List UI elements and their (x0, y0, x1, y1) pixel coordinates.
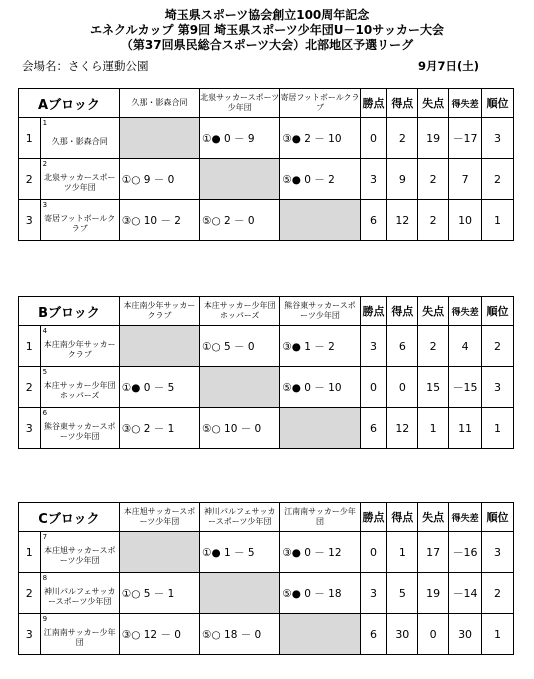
self-match-cell (119, 118, 199, 159)
row-number: 2 (19, 159, 41, 200)
wins-value: 0 (360, 532, 387, 573)
row-number: 2 (19, 367, 41, 408)
row-number: 1 (19, 532, 41, 573)
match-result: ①● 0 － 5 (119, 367, 199, 408)
team-cell (40, 408, 119, 449)
team-row (19, 408, 514, 449)
opponent-team-header: 江南南サッカー少年団 (280, 503, 360, 532)
wins-value: 6 (360, 408, 387, 449)
team-name: 本庄南少年サッカークラブ (43, 340, 116, 359)
lost-value: 2 (418, 159, 449, 200)
venue-label: 会場名：さくら運動公園 (22, 59, 149, 73)
self-match-cell (119, 532, 199, 573)
points-value: 2 (387, 118, 418, 159)
team-index: 2 (42, 160, 48, 168)
points-value: 12 (387, 408, 418, 449)
team-cell (40, 532, 119, 573)
wins-header: 勝点 (360, 297, 387, 326)
block-name: Bブロック (19, 297, 120, 326)
team-cell (40, 367, 119, 408)
lost-value: 1 (418, 408, 449, 449)
team-row (19, 532, 514, 573)
rank-value: 2 (482, 326, 514, 367)
self-match-cell (200, 159, 280, 200)
match-result: ③● 1 － 2 (280, 326, 360, 367)
rank-value: 3 (482, 532, 514, 573)
tournament-title-line1: 埼玉県スポーツ協会創立100周年記念 (164, 8, 370, 22)
points-value: 30 (387, 614, 418, 655)
block-name: Aブロック (19, 89, 120, 118)
opponent-team-header: 本庄サッカー少年団ホッパーズ (200, 297, 280, 326)
diff-value: －16 (449, 532, 482, 573)
team-name: 江南南サッカー少年団 (43, 628, 116, 647)
lost-value: 17 (418, 532, 449, 573)
team-cell (40, 200, 119, 241)
team-index: 4 (42, 327, 48, 335)
rank-header: 順位 (482, 89, 514, 118)
match-result: ①○ 9 － 0 (119, 159, 199, 200)
opponent-team-header: 本庄旭サッカースポーツ少年団 (119, 503, 199, 532)
rank-value: 3 (482, 118, 514, 159)
team-index: 6 (42, 409, 48, 417)
opponent-team-header: 久那・影森合同 (119, 89, 199, 118)
match-result: ①● 0 － 9 (200, 118, 280, 159)
row-number: 1 (19, 326, 41, 367)
lost-value: 2 (418, 326, 449, 367)
team-cell (40, 326, 119, 367)
match-date: 9月7日(土) (418, 59, 480, 73)
team-name: 神川パルフェサッカースポーツ少年団 (44, 587, 116, 606)
team-name: 久那・影森合同 (51, 137, 108, 146)
team-index: 5 (42, 368, 48, 376)
wins-value: 0 (360, 118, 387, 159)
rank-value: 1 (482, 614, 514, 655)
team-row (19, 573, 514, 614)
self-match-cell (280, 408, 360, 449)
diff-value: 4 (449, 326, 482, 367)
row-number: 2 (19, 573, 41, 614)
self-match-cell (200, 367, 280, 408)
row-number: 3 (19, 408, 41, 449)
team-row (19, 326, 514, 367)
match-result: ⑤● 0 － 18 (280, 573, 360, 614)
diff-header: 得失差 (449, 297, 482, 326)
self-match-cell (119, 326, 199, 367)
opponent-team-header: 北泉サッカースポーツ少年団 (200, 89, 280, 118)
team-cell (40, 614, 119, 655)
rank-value: 2 (482, 573, 514, 614)
points-value: 6 (387, 326, 418, 367)
row-number: 3 (19, 200, 41, 241)
team-name: 寄居フットボールクラブ (44, 214, 116, 233)
lost-header: 失点 (418, 297, 449, 326)
rank-value: 3 (482, 367, 514, 408)
team-index: 9 (42, 615, 48, 623)
diff-header: 得失差 (449, 503, 482, 532)
match-result: ⑤○ 2 － 0 (200, 200, 280, 241)
diff-value: 11 (449, 408, 482, 449)
points-value: 0 (387, 367, 418, 408)
points-header: 得点 (387, 89, 418, 118)
lost-value: 19 (418, 573, 449, 614)
points-header: 得点 (387, 297, 418, 326)
team-row (19, 118, 514, 159)
block-table (18, 502, 514, 655)
wins-value: 6 (360, 614, 387, 655)
lost-value: 15 (418, 367, 449, 408)
opponent-team-header: 熊谷東サッカースポーツ少年団 (280, 297, 360, 326)
team-row (19, 159, 514, 200)
match-result: ⑤○ 18 － 0 (200, 614, 280, 655)
wins-header: 勝点 (360, 503, 387, 532)
team-index: 7 (42, 533, 48, 541)
diff-value: 7 (449, 159, 482, 200)
team-cell (40, 118, 119, 159)
team-row (19, 614, 514, 655)
team-row (19, 200, 514, 241)
team-index: 8 (42, 574, 48, 582)
block-name: Cブロック (19, 503, 120, 532)
points-header: 得点 (387, 503, 418, 532)
points-value: 5 (387, 573, 418, 614)
opponent-team-header: 本庄南少年サッカークラブ (119, 297, 199, 326)
match-result: ③● 2 － 10 (280, 118, 360, 159)
rank-header: 順位 (482, 503, 514, 532)
match-result: ③○ 10 － 2 (119, 200, 199, 241)
wins-value: 6 (360, 200, 387, 241)
team-name: 本庄旭サッカースポーツ少年団 (44, 546, 116, 565)
block-table (18, 88, 514, 241)
match-result: ①○ 5 － 0 (200, 326, 280, 367)
rank-value: 2 (482, 159, 514, 200)
team-cell (40, 573, 119, 614)
team-name: 本庄サッカー少年団ホッパーズ (43, 381, 116, 400)
row-number: 1 (19, 118, 41, 159)
team-name: 熊谷東サッカースポーツ少年団 (44, 422, 116, 441)
opponent-team-header: 寄居フットボールクラブ (280, 89, 360, 118)
diff-header: 得失差 (449, 89, 482, 118)
self-match-cell (200, 573, 280, 614)
match-result: ①○ 5 － 1 (119, 573, 199, 614)
points-value: 12 (387, 200, 418, 241)
team-row (19, 367, 514, 408)
match-result: ③○ 12 － 0 (119, 614, 199, 655)
diff-value: －14 (449, 573, 482, 614)
wins-value: 3 (360, 326, 387, 367)
diff-value: 10 (449, 200, 482, 241)
tournament-title-line3: （第37回県民総合スポーツ大会）北部地区予選リーグ (120, 38, 414, 52)
points-value: 1 (387, 532, 418, 573)
match-result: ③○ 2 － 1 (119, 408, 199, 449)
lost-value: 0 (418, 614, 449, 655)
match-result: ⑤● 0 － 2 (280, 159, 360, 200)
self-match-cell (280, 200, 360, 241)
team-cell (40, 159, 119, 200)
diff-value: －17 (449, 118, 482, 159)
team-index: 3 (42, 201, 48, 209)
rank-value: 1 (482, 408, 514, 449)
lost-value: 19 (418, 118, 449, 159)
lost-header: 失点 (418, 89, 449, 118)
wins-value: 3 (360, 573, 387, 614)
points-value: 9 (387, 159, 418, 200)
wins-header: 勝点 (360, 89, 387, 118)
wins-value: 0 (360, 367, 387, 408)
self-match-cell (280, 614, 360, 655)
diff-value: 30 (449, 614, 482, 655)
tournament-title-line2: エネクルカップ 第9回 埼玉県スポーツ少年団U－10サッカー大会 (90, 23, 444, 37)
lost-value: 2 (418, 200, 449, 241)
rank-header: 順位 (482, 297, 514, 326)
match-result: ③● 0 － 12 (280, 532, 360, 573)
match-result: ①● 1 － 5 (200, 532, 280, 573)
match-result: ⑤○ 10 － 0 (200, 408, 280, 449)
diff-value: －15 (449, 367, 482, 408)
rank-value: 1 (482, 200, 514, 241)
team-index: 1 (42, 119, 48, 127)
opponent-team-header: 神川パルフェサッカースポーツ少年団 (200, 503, 280, 532)
row-number: 3 (19, 614, 41, 655)
team-name: 北泉サッカースポーツ少年団 (44, 173, 116, 192)
lost-header: 失点 (418, 503, 449, 532)
match-result: ⑤● 0 － 10 (280, 367, 360, 408)
wins-value: 3 (360, 159, 387, 200)
block-table (18, 296, 514, 449)
